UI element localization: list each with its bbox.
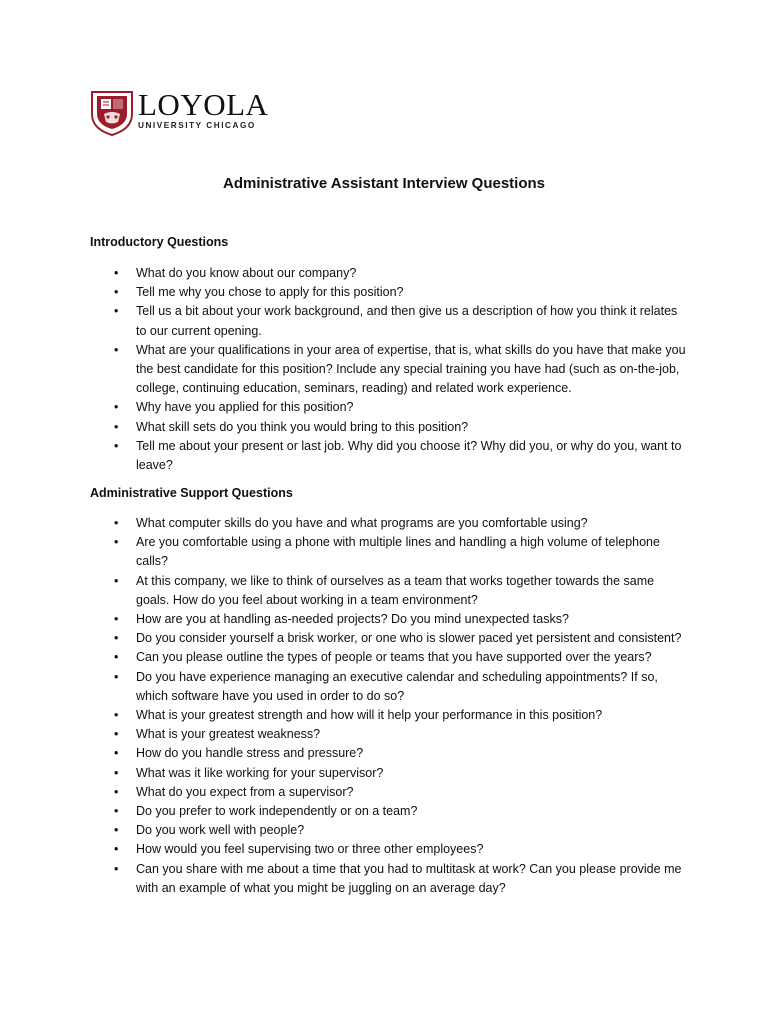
administrative-support-questions-list <box>90 514 690 898</box>
list-item: • Can you please outline the types of people or teams that you have supported over the years? <box>90 648 690 667</box>
logo-subtitle: UNIVERSITY CHICAGO <box>138 121 256 130</box>
list-item: • What computer skills do you have and what programs are you comfortable using? <box>90 514 690 533</box>
list-item: • Can you share with me about a time that you had to multitask at work? Can you please provide me with an example of what you might be juggling on an average day? <box>90 860 690 898</box>
list-item: • Do you consider yourself a brisk worker, or one who is slower paced yet persistent and consistent? <box>90 629 690 648</box>
list-item: • Tell me about your present or last job. Why did you choose it? Why did you, or why do you, want to leave? <box>90 437 690 475</box>
list-item: • What do you expect from a supervisor? <box>90 783 690 802</box>
list-item: • Why have you applied for this position? <box>90 398 690 417</box>
list-item: • How do you handle stress and pressure? <box>90 744 690 763</box>
list-item: • Tell us a bit about your work background, and then give us a description of how you think it relates to our current opening. <box>90 302 690 340</box>
list-item: • What are your qualifications in your area of expertise, that is, what skills do you have that make you the best candidate for this position? Include any special training you have had (such as on-the-job, college, continuing education, seminars, reading) and related work experience. <box>90 341 690 399</box>
list-item: • How are you at handling as-needed projects? Do you mind unexpected tasks? <box>90 610 690 629</box>
introductory-questions-list <box>90 264 690 475</box>
list-item: • Are you comfortable using a phone with multiple lines and handling a high volume of telephone calls? <box>90 533 690 571</box>
section-heading-administrative-support: Administrative Support Questions <box>90 486 293 500</box>
university-seal-icon <box>90 90 134 136</box>
list-item: • What is your greatest strength and how will it help your performance in this position? <box>90 706 690 725</box>
list-item: • What was it like working for your supervisor? <box>90 764 690 783</box>
document-title: Administrative Assistant Interview Questions <box>222 175 546 192</box>
section-heading-introductory: Introductory Questions <box>90 235 229 249</box>
list-item: • Do you have experience managing an executive calendar and scheduling appointments? If so, which software have you used in order to do so? <box>90 668 690 706</box>
list-item: • Do you work well with people? <box>90 821 690 840</box>
list-item: • How would you feel supervising two or three other employees? <box>90 840 690 859</box>
list-item: • What do you know about our company? <box>90 264 690 283</box>
list-item: • Do you prefer to work independently or on a team? <box>90 802 690 821</box>
logo-name: LOYOLA <box>138 87 269 122</box>
list-item: • At this company, we like to think of ourselves as a team that works together towards the same goals. How do you feel about working in a team environment? <box>90 572 690 610</box>
list-item: • What skill sets do you think you would bring to this position? <box>90 418 690 437</box>
list-item: • What is your greatest weakness? <box>90 725 690 744</box>
list-item: • Tell me why you chose to apply for this position? <box>90 283 690 302</box>
university-logo <box>90 87 269 136</box>
